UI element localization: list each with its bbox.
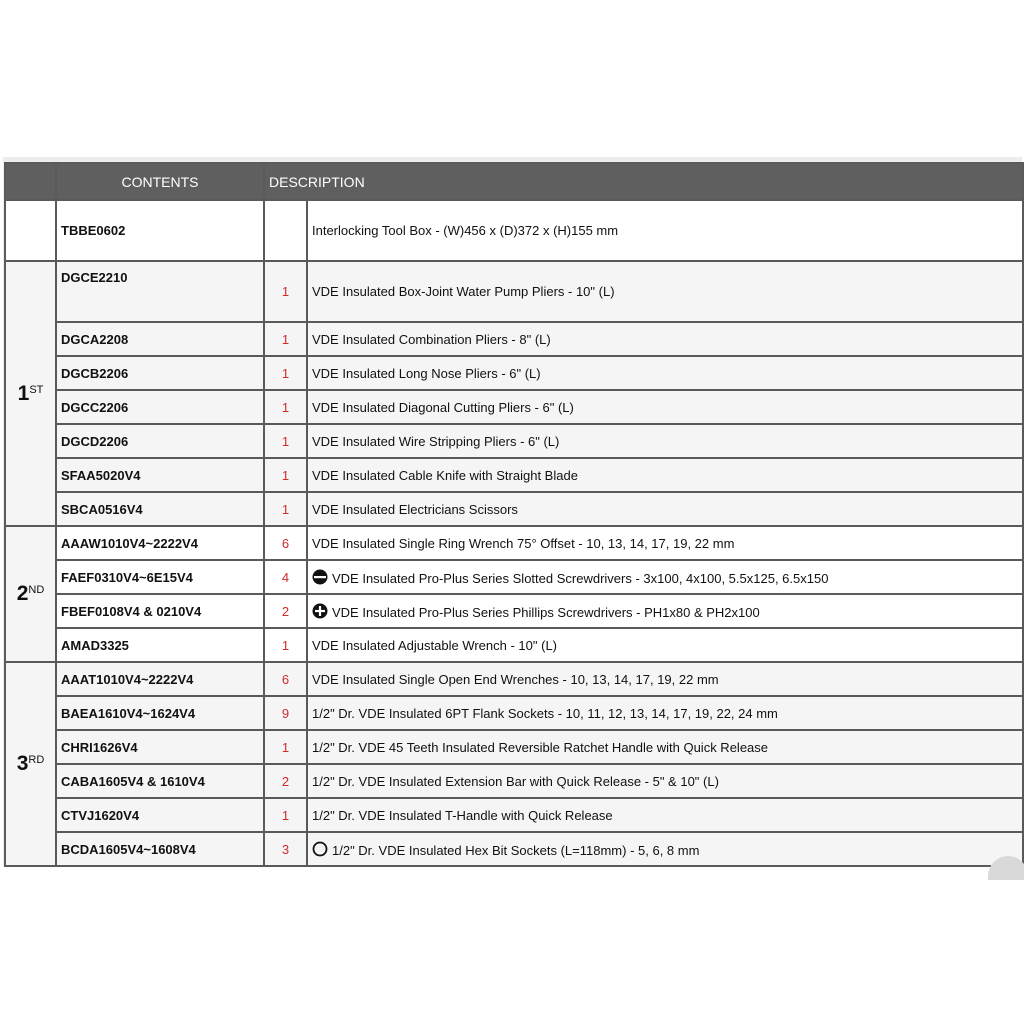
item-description: 1/2" Dr. VDE Insulated Extension Bar with Quick Release - 5" & 10" (L) — [307, 764, 1023, 798]
layer-suffix: RD — [28, 754, 45, 766]
table-row — [5, 390, 1023, 424]
item-qty: 4 — [264, 560, 307, 594]
item-qty: 1 — [264, 356, 307, 390]
item-code: FBEF0108V4 & 0210V4 — [56, 594, 264, 628]
item-description: 1/2" Dr. VDE 45 Teeth Insulated Reversible Ratchet Handle with Quick Release — [307, 730, 1023, 764]
item-description: 1/2" Dr. VDE Insulated T-Handle with Quick Release — [307, 798, 1023, 832]
item-qty: 1 — [264, 261, 307, 322]
layer-label-3rd — [5, 662, 56, 866]
table-row — [5, 526, 1023, 560]
item-description-with-icon — [307, 560, 1023, 594]
item-qty: 6 — [264, 662, 307, 696]
item-qty: 9 — [264, 696, 307, 730]
item-qty: 1 — [264, 628, 307, 662]
item-qty: 2 — [264, 594, 307, 628]
item-code: BAEA1610V4~1624V4 — [56, 696, 264, 730]
table-row — [5, 560, 1023, 594]
layer-number: 2 — [16, 582, 29, 605]
item-qty: 2 — [264, 764, 307, 798]
table-row — [5, 261, 1023, 322]
table-row — [5, 322, 1023, 356]
item-qty: 1 — [264, 322, 307, 356]
item-code: DGCC2206 — [56, 390, 264, 424]
table-row — [5, 730, 1023, 764]
item-code: DGCE2210 — [56, 261, 264, 322]
item-description: VDE Insulated Wire Stripping Pliers - 6" (L) — [307, 424, 1023, 458]
item-code: DGCB2206 — [56, 356, 264, 390]
contents-table — [4, 162, 1024, 867]
item-code: CHRI1626V4 — [56, 730, 264, 764]
item-code: DGCA2208 — [56, 322, 264, 356]
table-header-row — [5, 163, 1023, 200]
table-row-toolbox — [5, 200, 1023, 261]
item-code: CABA1605V4 & 1610V4 — [56, 764, 264, 798]
item-description: VDE Insulated Single Ring Wrench 75° Offset - 10, 13, 14, 17, 19, 22 mm — [307, 526, 1023, 560]
item-code: AAAT1010V4~2222V4 — [56, 662, 264, 696]
item-code: AMAD3325 — [56, 628, 264, 662]
layer-cell-empty — [5, 200, 56, 261]
item-description: VDE Insulated Electricians Scissors — [307, 492, 1023, 526]
table-row — [5, 764, 1023, 798]
phillips-screwdriver-icon — [312, 603, 328, 619]
item-code: CTVJ1620V4 — [56, 798, 264, 832]
header-layer — [5, 163, 56, 200]
item-description: VDE Insulated Single Open End Wrenches - 10, 13, 14, 17, 19, 22 mm — [307, 662, 1023, 696]
layer-label-2nd — [5, 526, 56, 662]
item-description: 1/2" Dr. VDE Insulated Hex Bit Sockets (L=118mm) - 5, 6, 8 mm — [332, 842, 700, 858]
table-row — [5, 356, 1023, 390]
table-row — [5, 696, 1023, 730]
item-qty: 1 — [264, 798, 307, 832]
item-code: SBCA0516V4 — [56, 492, 264, 526]
table-row — [5, 492, 1023, 526]
item-qty: 1 — [264, 492, 307, 526]
item-code: BCDA1605V4~1608V4 — [56, 832, 264, 866]
layer-number: 1 — [17, 381, 30, 405]
item-description: VDE Insulated Pro-Plus Series Slotted Screwdrivers - 3x100, 4x100, 5.5x125, 6.5x150 — [332, 570, 829, 586]
item-description: VDE Insulated Diagonal Cutting Pliers - 6" (L) — [307, 390, 1023, 424]
item-qty: 1 — [264, 390, 307, 424]
item-description: VDE Insulated Cable Knife with Straight Blade — [307, 458, 1023, 492]
item-description: VDE Insulated Box-Joint Water Pump Pliers - 10" (L) — [307, 261, 1023, 322]
item-qty: 1 — [264, 424, 307, 458]
item-description: VDE Insulated Adjustable Wrench - 10" (L) — [307, 628, 1023, 662]
table-row — [5, 458, 1023, 492]
item-qty: 1 — [264, 458, 307, 492]
layer-label-1st — [5, 261, 56, 526]
item-code: FAEF0310V4~6E15V4 — [56, 560, 264, 594]
item-description: VDE Insulated Pro-Plus Series Phillips Screwdrivers - PH1x80 & PH2x100 — [332, 604, 760, 620]
item-qty: 3 — [264, 832, 307, 866]
layer-suffix: ND — [28, 584, 45, 596]
item-code: DGCD2206 — [56, 424, 264, 458]
item-code: SFAA5020V4 — [56, 458, 264, 492]
item-qty: 6 — [264, 526, 307, 560]
item-description-with-icon — [307, 594, 1023, 628]
item-qty: 1 — [264, 730, 307, 764]
table-row — [5, 628, 1023, 662]
item-description: 1/2" Dr. VDE Insulated 6PT Flank Sockets - 10, 11, 12, 13, 14, 17, 19, 22, 24 mm — [307, 696, 1023, 730]
table-row — [5, 798, 1023, 832]
hex-bit-socket-icon — [312, 841, 328, 857]
layer-number: 3 — [16, 752, 29, 775]
item-description: VDE Insulated Long Nose Pliers - 6" (L) — [307, 356, 1023, 390]
item-description-with-icon — [307, 832, 1023, 866]
table-row — [5, 832, 1023, 866]
header-contents: CONTENTS — [56, 163, 264, 200]
item-code: TBBE0602 — [56, 200, 264, 261]
table-row — [5, 424, 1023, 458]
item-code: AAAW1010V4~2222V4 — [56, 526, 264, 560]
item-description: Interlocking Tool Box - (W)456 x (D)372 x (H)155 mm — [307, 200, 1023, 261]
item-qty — [264, 200, 307, 261]
slotted-screwdriver-icon — [312, 569, 328, 585]
table-row — [5, 662, 1023, 696]
item-description: VDE Insulated Combination Pliers - 8" (L) — [307, 322, 1023, 356]
layer-suffix: ST — [29, 383, 44, 396]
table-row — [5, 594, 1023, 628]
header-description: DESCRIPTION — [264, 163, 1023, 200]
